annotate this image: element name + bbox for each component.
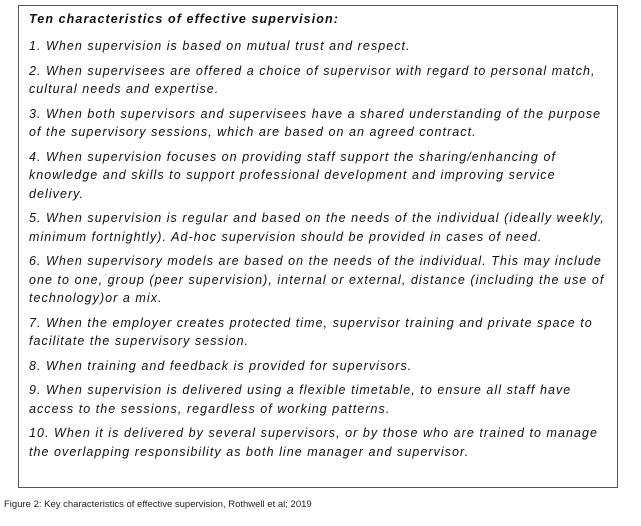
list-item: 3. When both supervisors and supervisees have a shared understanding of the purpose of the supervisory sessions, which are based on an agreed contract. [29,106,602,139]
list-item: 7. When the employer creates protected time, supervisor training and private space to facilitate the supervisory session. [29,315,593,348]
box-heading: Ten characteristics of effective supervision: [29,12,340,26]
characteristics-list [29,37,617,461]
list-item: 5. When supervision is regular and based on the needs of the individual (ideally weekly, minimum fortnightly). Ad-hoc supervision should be provided in cases of need. [29,211,605,244]
list-item: 8. When training and feedback is provided for supervisors. [29,358,413,373]
characteristics-box [18,5,618,488]
list-item: 1. When supervision is based on mutual trust and respect. [29,39,411,53]
list-item: 2. When supervisees are offered a choice of supervisor with regard to personal match, cultural needs and expertise. [29,63,596,96]
list-item: 6. When supervisory models are based on the needs of the individual. This may include one to one, group (peer supervision), internal or external, distance (including the use of technology)or a mix. [29,254,605,305]
list-item: 10. When it is delivered by several supervisors, or by those who are trained to manage the overlapping responsibility as both line manager and supervisor. [29,426,599,459]
list-item: 9. When supervision is delivered using a flexible timetable, to ensure all staff have access to the sessions, regardless of working patterns. [29,383,572,416]
list-item: 4. When supervision focuses on providing staff support the sharing/enhancing of knowledge and skills to support professional development and improving service delivery. [29,149,556,201]
figure-caption: Figure 2: Key characteristics of effective supervision, Rothwell et al; 2019 [4,499,312,510]
